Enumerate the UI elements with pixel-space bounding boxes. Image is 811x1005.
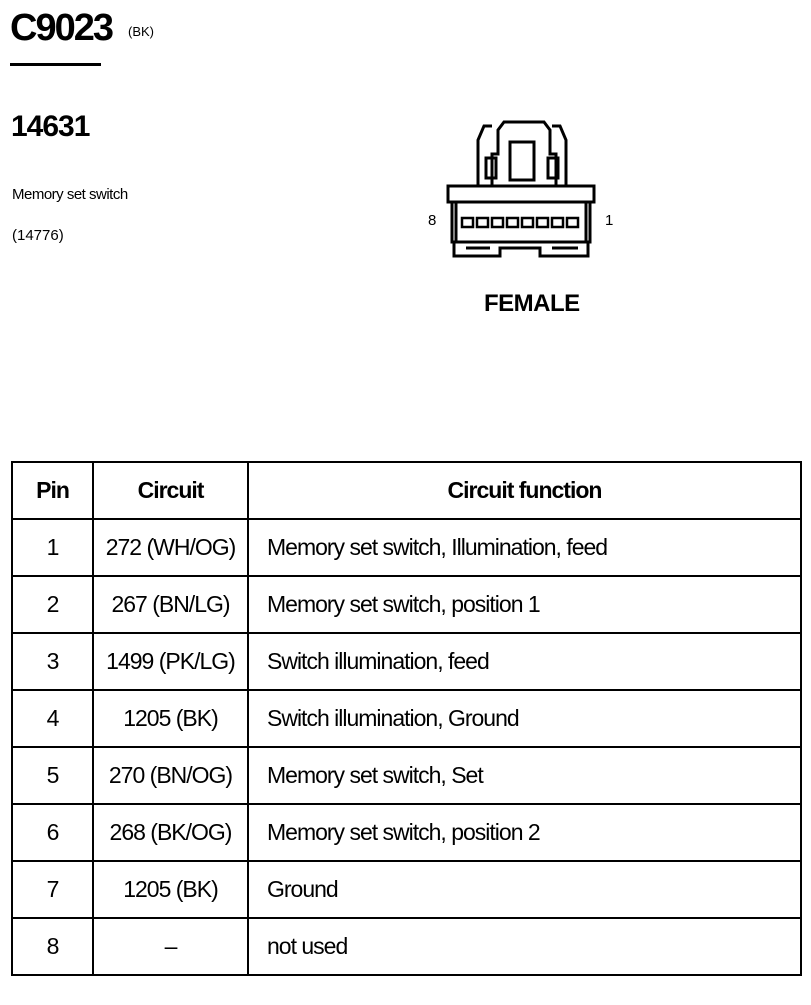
function-cell: Memory set switch, Illumination, feed	[248, 519, 801, 576]
function-cell: Memory set switch, position 1	[248, 576, 801, 633]
pin-cell: 8	[12, 918, 93, 975]
table-row	[12, 576, 801, 633]
function-cell: Switch illumination, Ground	[248, 690, 801, 747]
pin-cell: 7	[12, 861, 93, 918]
component-name: Memory set switch	[12, 186, 128, 203]
table-row	[12, 690, 801, 747]
circuit-cell: 270 (BN/OG)	[93, 747, 248, 804]
circuit-cell: 1499 (PK/LG)	[93, 633, 248, 690]
pin-label-right: 1	[605, 212, 614, 229]
pin-cavity	[552, 218, 563, 227]
pin-cavity	[507, 218, 518, 227]
circuit-cell: –	[93, 918, 248, 975]
circuit-cell: 1205 (BK)	[93, 861, 248, 918]
circuit-cell: 267 (BN/LG)	[93, 576, 248, 633]
table-header-row	[12, 462, 801, 519]
function-cell: Ground	[248, 861, 801, 918]
connector-id: C9023	[10, 7, 112, 49]
function-cell: Memory set switch, Set	[248, 747, 801, 804]
pin-cavity	[477, 218, 488, 227]
part-number: 14631	[11, 110, 90, 143]
function-cell: not used	[248, 918, 801, 975]
pin-cavity	[522, 218, 533, 227]
header-pin: Pin	[12, 462, 93, 519]
connector-color-code: (BK)	[128, 24, 154, 39]
pin-cell: 6	[12, 804, 93, 861]
header-circuit-function: Circuit function	[248, 462, 801, 519]
connector-gender: FEMALE	[484, 290, 580, 317]
pinout-table	[11, 461, 802, 976]
pin-cavity	[537, 218, 548, 227]
function-cell: Memory set switch, position 2	[248, 804, 801, 861]
header-circuit: Circuit	[93, 462, 248, 519]
table-row	[12, 519, 801, 576]
pin-cell: 1	[12, 519, 93, 576]
pin-cavity	[492, 218, 503, 227]
title-underline	[10, 63, 101, 66]
table-row	[12, 747, 801, 804]
pin-label-left: 8	[428, 212, 437, 229]
circuit-cell: 1205 (BK)	[93, 690, 248, 747]
circuit-cell: 272 (WH/OG)	[93, 519, 248, 576]
pin-cavity	[567, 218, 578, 227]
table-row	[12, 918, 801, 975]
component-reference: (14776)	[12, 227, 64, 244]
table-row	[12, 804, 801, 861]
pin-cell: 4	[12, 690, 93, 747]
table-row	[12, 633, 801, 690]
pin-cavity	[462, 218, 473, 227]
pin-cell: 2	[12, 576, 93, 633]
pin-cell: 5	[12, 747, 93, 804]
function-cell: Switch illumination, feed	[248, 633, 801, 690]
pin-cell: 3	[12, 633, 93, 690]
connector-face-diagram	[440, 112, 600, 268]
table-row	[12, 861, 801, 918]
circuit-cell: 268 (BK/OG)	[93, 804, 248, 861]
